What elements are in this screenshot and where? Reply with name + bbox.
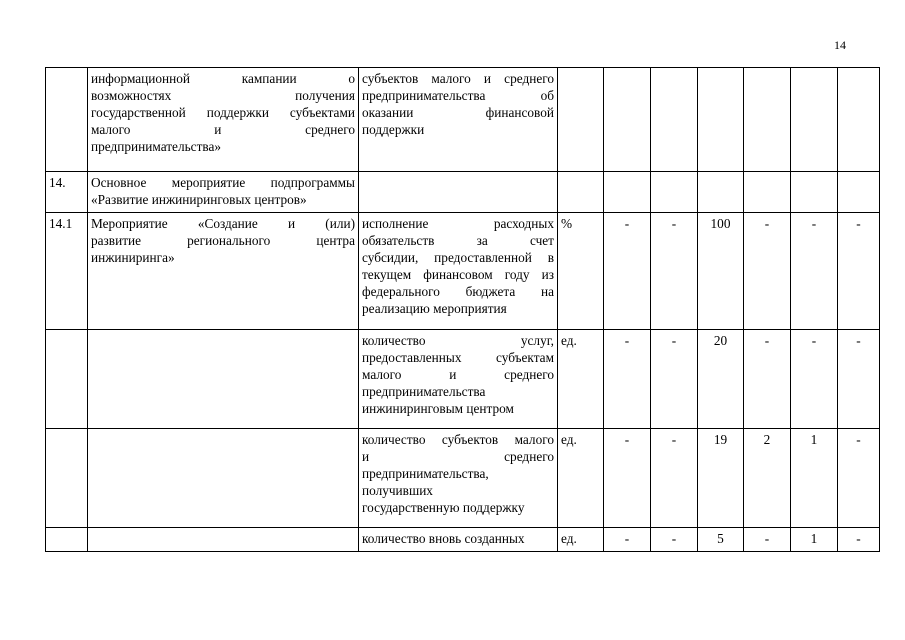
- value-cell: [604, 172, 651, 213]
- value-cell: -: [651, 330, 698, 429]
- indicator-name-cell: [359, 528, 558, 552]
- indicator-name-cell-line: предоставленных субъектам: [362, 350, 554, 365]
- event-name-cell-line: информационной кампании о: [91, 71, 355, 86]
- value-cell: -: [838, 330, 880, 429]
- event-name-cell: [88, 213, 359, 330]
- value-cell: -: [838, 429, 880, 528]
- indicator-name-cell-line: малого и среднего: [362, 367, 554, 382]
- value-cell: -: [744, 528, 791, 552]
- value-cell: [698, 172, 744, 213]
- page-number: 14: [834, 38, 846, 52]
- event-name-cell-line: возможностях получения: [91, 88, 355, 103]
- row-number-cell: [46, 330, 88, 429]
- indicator-name-cell-line: получивших: [362, 483, 433, 498]
- value-cell: 20: [698, 330, 744, 429]
- event-name-cell-line: предпринимательства»: [91, 139, 222, 154]
- row-number-cell: [46, 429, 88, 528]
- value-cell: [791, 172, 838, 213]
- event-name-cell-line: инжиниринга»: [91, 250, 175, 265]
- unit-cell: %: [558, 213, 604, 330]
- table-row: [46, 172, 880, 213]
- value-cell: -: [651, 528, 698, 552]
- indicator-name-cell: [359, 213, 558, 330]
- event-name-cell: [88, 528, 359, 552]
- value-cell: [604, 68, 651, 172]
- unit-cell: ед.: [558, 528, 604, 552]
- event-name-cell-line: малого и среднего: [91, 122, 355, 137]
- value-cell: -: [604, 429, 651, 528]
- value-cell: [651, 68, 698, 172]
- value-cell: -: [604, 330, 651, 429]
- value-cell: -: [744, 330, 791, 429]
- value-cell: -: [838, 528, 880, 552]
- value-cell: 1: [791, 429, 838, 528]
- indicator-name-cell-line: и среднего: [362, 449, 554, 464]
- unit-cell: ед.: [558, 429, 604, 528]
- table-row: [46, 68, 880, 172]
- value-cell: -: [791, 330, 838, 429]
- table-row: [46, 528, 880, 552]
- indicator-name-cell-line: предпринимательства об: [362, 88, 554, 103]
- indicator-name-cell-line: текущем финансовом году из: [362, 267, 554, 282]
- value-cell: -: [604, 528, 651, 552]
- event-name-cell: [88, 429, 359, 528]
- value-cell: 19: [698, 429, 744, 528]
- row-number-cell: 14.1: [46, 213, 88, 330]
- value-cell: 5: [698, 528, 744, 552]
- value-cell: -: [651, 429, 698, 528]
- indicator-name-cell-line: предпринимательства,: [362, 466, 489, 481]
- event-name-cell-line: государственной поддержки субъектами: [91, 105, 355, 120]
- event-name-cell-line: Мероприятие «Создание и (или): [91, 216, 355, 231]
- row-number-cell: [46, 528, 88, 552]
- value-cell: 2: [744, 429, 791, 528]
- value-cell: -: [604, 213, 651, 330]
- value-cell: [838, 68, 880, 172]
- indicator-name-cell-line: предпринимательства: [362, 384, 486, 399]
- value-cell: 100: [698, 213, 744, 330]
- indicator-name-cell: [359, 429, 558, 528]
- unit-cell: [558, 172, 604, 213]
- value-cell: [744, 68, 791, 172]
- indicator-name-cell-line: инжиниринговым центром: [362, 401, 514, 416]
- value-cell: -: [838, 213, 880, 330]
- unit-cell: [558, 68, 604, 172]
- event-name-cell: [88, 330, 359, 429]
- event-name-cell-line: развитие регионального центра: [91, 233, 355, 248]
- value-cell: -: [791, 213, 838, 330]
- indicator-name-cell-line: поддержки: [362, 122, 425, 137]
- event-name-cell: [88, 68, 359, 172]
- value-cell: [744, 172, 791, 213]
- indicator-name-cell-line: субсидии, предоставленной в: [362, 250, 554, 265]
- table-row: [46, 213, 880, 330]
- value-cell: [838, 172, 880, 213]
- indicator-name-cell-line: реализацию мероприятия: [362, 301, 507, 316]
- indicator-name-cell: [359, 68, 558, 172]
- value-cell: 1: [791, 528, 838, 552]
- table-row: [46, 330, 880, 429]
- event-name-cell-line: Основное мероприятие подпрограммы: [91, 175, 355, 190]
- value-cell: -: [744, 213, 791, 330]
- value-cell: [791, 68, 838, 172]
- indicator-name-cell-line: исполнение расходных: [362, 216, 554, 231]
- indicator-name-cell-line: субъектов малого и среднего: [362, 71, 554, 86]
- indicator-name-cell: [359, 330, 558, 429]
- indicator-name-cell-line: количество вновь созданных: [362, 531, 525, 546]
- unit-cell: ед.: [558, 330, 604, 429]
- indicator-name-cell-line: федерального бюджета на: [362, 284, 554, 299]
- indicator-name-cell-line: обязательств за счет: [362, 233, 554, 248]
- row-number-cell: [46, 68, 88, 172]
- value-cell: [698, 68, 744, 172]
- table-row: [46, 429, 880, 528]
- value-cell: [651, 172, 698, 213]
- indicator-name-cell: [359, 172, 558, 213]
- event-name-cell-line: «Развитие инжиниринговых центров»: [91, 192, 307, 207]
- indicator-name-cell-line: количество услуг,: [362, 333, 554, 348]
- indicator-name-cell-line: государственную поддержку: [362, 500, 525, 515]
- row-number-cell: 14.: [46, 172, 88, 213]
- indicator-name-cell-line: количество субъектов малого: [362, 432, 554, 447]
- event-name-cell: [88, 172, 359, 213]
- value-cell: -: [651, 213, 698, 330]
- indicator-name-cell-line: оказании финансовой: [362, 105, 554, 120]
- indicators-table: [45, 67, 880, 552]
